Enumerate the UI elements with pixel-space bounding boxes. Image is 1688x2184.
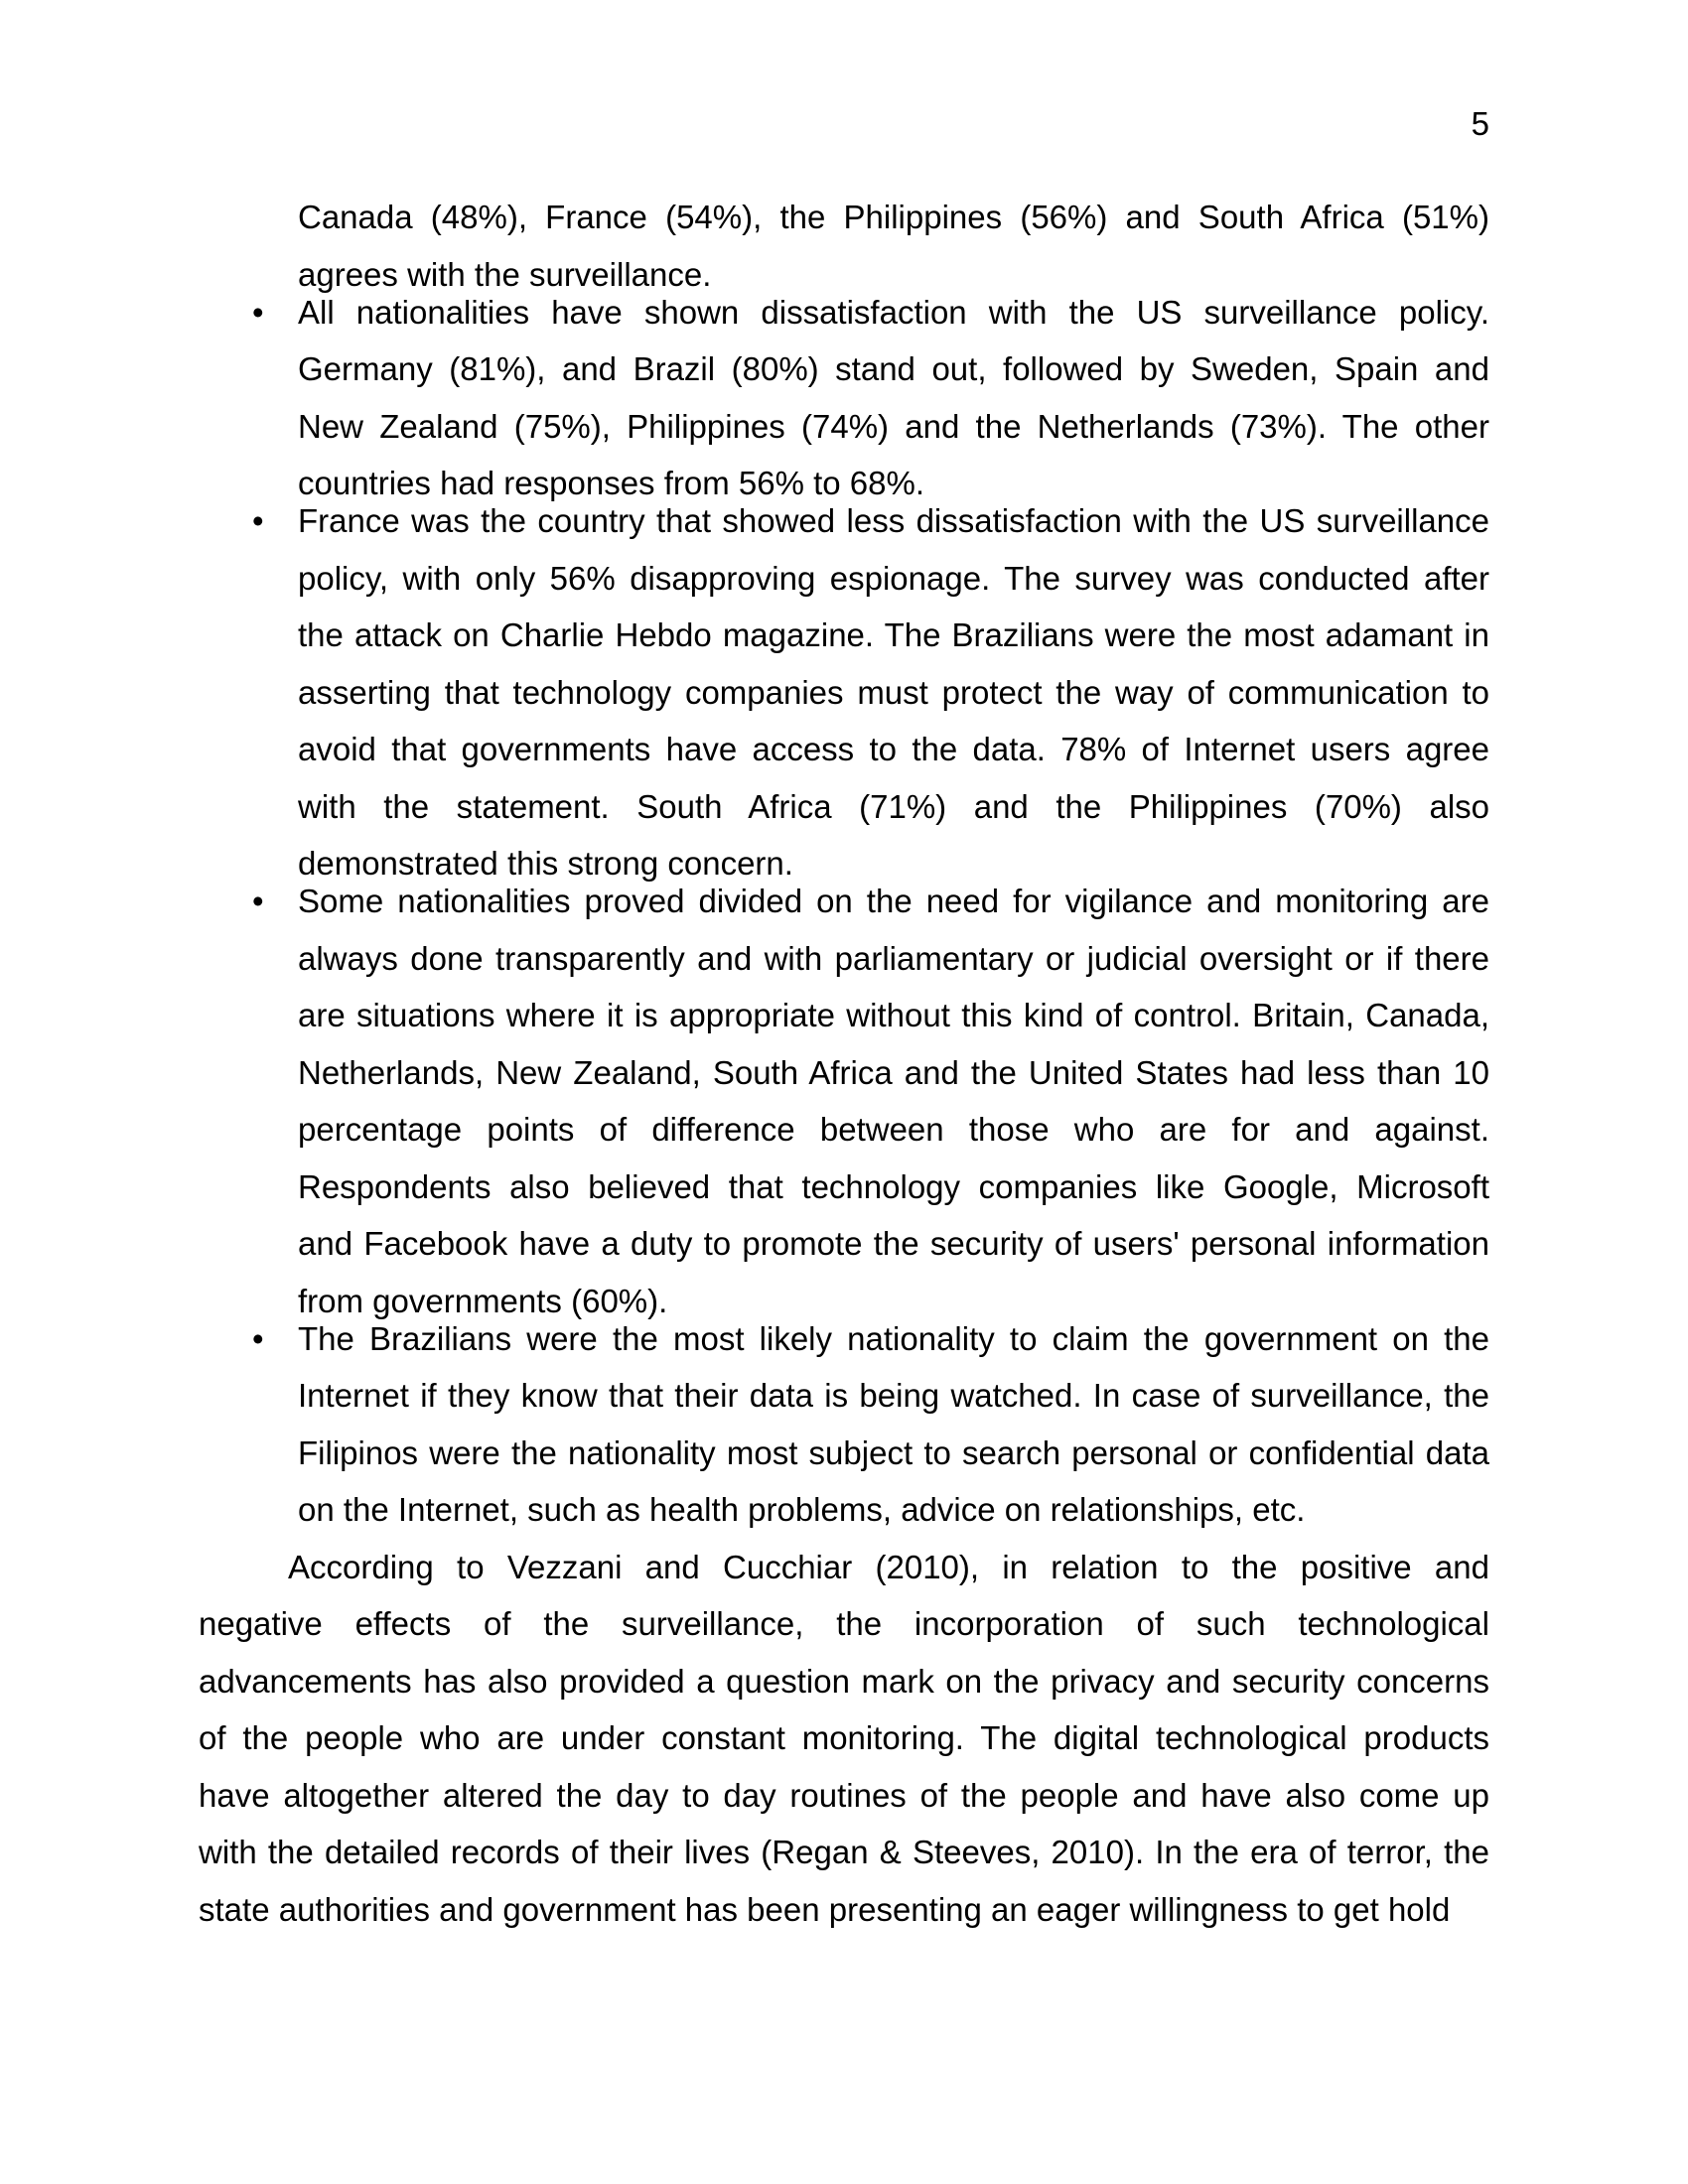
text-line: The Brazilians were the most likely nationality to claim the government on the bbox=[298, 1319, 1489, 1357]
bullet-icon: • bbox=[252, 883, 264, 919]
text-line: always done transparently and with parliamentary or judicial oversight or if there bbox=[298, 939, 1489, 977]
text-line: avoid that governments have access to the data. 78% of Internet users agree bbox=[298, 731, 1489, 767]
bullet-icon: • bbox=[252, 1319, 264, 1357]
text-line: Respondents also believed that technology companies like Google, Microsoft bbox=[298, 1167, 1489, 1205]
text-line: demonstrated this strong concern. bbox=[298, 845, 793, 882]
text-line: on the Internet, such as health problems, advice on relationships, etc. bbox=[298, 1491, 1306, 1528]
text-line: Germany (81%), and Brazil (80%) stand out, followed by Sweden, Spain and bbox=[298, 350, 1489, 387]
bullet-icon: • bbox=[252, 502, 264, 539]
text-line: percentage points of difference between those who are for and against. bbox=[298, 1111, 1489, 1148]
text-line: with the detailed records of their lives (Regan & Steeves, 2010). In the era of terror, the bbox=[199, 1834, 1489, 1870]
text-line: New Zealand (75%), Philippines (74%) and the Netherlands (73%). The other bbox=[298, 407, 1489, 445]
text-line: and Facebook have a duty to promote the security of users' personal information bbox=[298, 1225, 1489, 1262]
text-line: negative effects of the surveillance, the incorporation of such technological bbox=[199, 1605, 1489, 1642]
bullet-icon: • bbox=[252, 293, 264, 331]
text-line: state authorities and government has been presenting an eager willingness to get hold bbox=[199, 1890, 1451, 1928]
bullet-item bbox=[252, 284, 1489, 512]
document-body bbox=[199, 189, 1489, 1938]
text-line: All nationalities have shown dissatisfaction with the US surveillance policy. bbox=[298, 293, 1489, 331]
bullet-item bbox=[252, 873, 1489, 1329]
text-line: countries had responses from 56% to 68%. bbox=[298, 465, 925, 501]
page-number: 5 bbox=[1471, 105, 1489, 142]
text-line: Netherlands, New Zealand, South Africa and the United States had less than 10 bbox=[298, 1053, 1489, 1091]
text-line: Canada (48%), France (54%), the Philippines (56%) and South Africa (51%) bbox=[298, 199, 1489, 235]
text-line: of the people who are under constant monitoring. The digital technological products bbox=[199, 1719, 1489, 1756]
text-line: from governments (60%). bbox=[298, 1282, 668, 1319]
text-line: According to Vezzani and Cucchiar (2010), in relation to the positive and bbox=[288, 1548, 1489, 1585]
text-line: the attack on Charlie Hebdo magazine. The Brazilians were the most adamant in bbox=[298, 616, 1489, 653]
text-line: Some nationalities proved divided on the need for vigilance and monitoring are bbox=[298, 883, 1489, 919]
text-line: asserting that technology companies must protect the way of communication to bbox=[298, 673, 1489, 711]
text-line: are situations where it is appropriate without this kind of control. Britain, Canada, bbox=[298, 997, 1489, 1033]
bullet-item bbox=[252, 492, 1489, 892]
text-line: agrees with the surveillance. bbox=[298, 255, 712, 293]
text-line: with the statement. South Africa (71%) and the Philippines (70%) also bbox=[298, 787, 1489, 825]
text-line: advancements has also provided a question mark on the privacy and security concerns bbox=[199, 1662, 1489, 1700]
text-line: policy, with only 56% disapproving espionage. The survey was conducted after bbox=[298, 559, 1489, 597]
text-line: Internet if they know that their data is being watched. In case of surveillance, the bbox=[298, 1377, 1489, 1414]
bullet-item bbox=[252, 1310, 1489, 1539]
text-line: France was the country that showed less dissatisfaction with the US surveillance bbox=[298, 502, 1489, 539]
text-line: have altogether altered the day to day routines of the people and have also come up bbox=[199, 1776, 1489, 1814]
text-line: Filipinos were the nationality most subject to search personal or confidential data bbox=[298, 1433, 1489, 1471]
paragraph bbox=[199, 1539, 1489, 1939]
